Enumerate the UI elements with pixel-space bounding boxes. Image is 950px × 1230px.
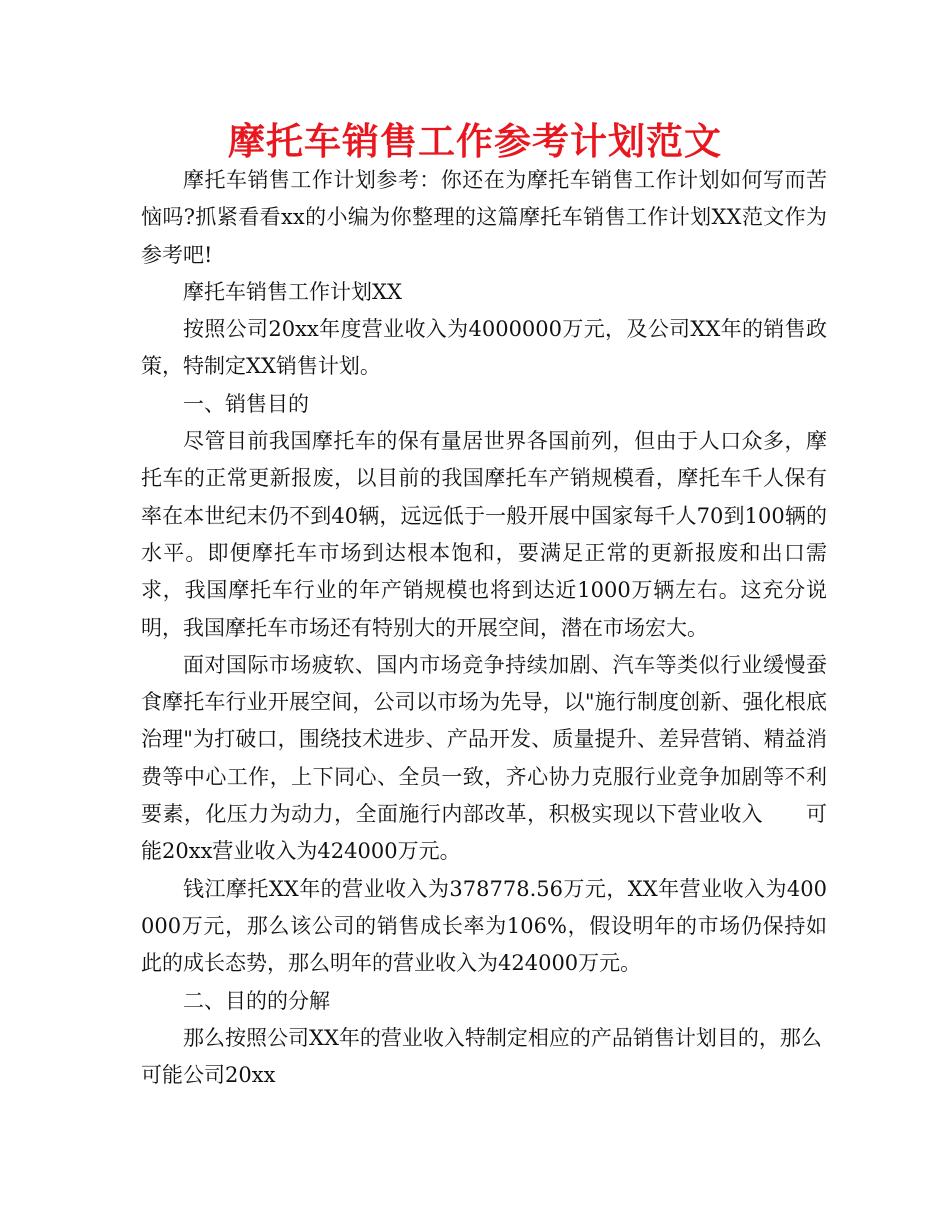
- section-heading-2: 二、目的的分解: [183, 988, 330, 1013]
- document-body: [141, 162, 827, 1094]
- breakdown-paragraph: 那么按照公司XX年的营业收入特制定相应的产品销售计划目的，那么可能公司20xx: [141, 1025, 822, 1088]
- intro-paragraph: 摩托车销售工作计划参考：你还在为摩托车销售工作计划如何写而苦恼吗?抓紧看看xx的小编为你整理的这篇摩托车销售工作计划XX范文作为参考吧!: [141, 168, 827, 267]
- revenue-paragraph: 按照公司20xx年度营业收入为4000000万元，及公司XX年的销售政策，特制定XX销售计划。: [141, 317, 827, 379]
- strategy-paragraph: 面对国际市场疲软、国内市场竞争持续加剧、汽车等类似行业缓慢蚕食摩托车行业开展空间，公司以市场为先导，以"施行制度创新、强化根底治理"为打破口，围绕技术进步、产品开发、质量提升、差异营销、精益消费等中心工作，上下同心、全员一致，齐心协力克服行业竞争加剧等不利要素，化压力为动力，全面施行内部改革，积极实现以下营业收入 可能20xx营业收入为424000万元。: [141, 652, 827, 864]
- section-subtitle: 摩托车销售工作计划XX: [183, 279, 402, 304]
- growth-paragraph: 钱江摩托XX年的营业收入为378778.56万元，XX年营业收入为400000万元，那么该公司的销售成长率为106%，假设明年的市场仍保持如此的成长态势，那么明年的营业收入为424000万元。: [141, 876, 827, 976]
- market-paragraph: 尽管目前我国摩托车的保有量居世界各国前列，但由于人口众多，摩托车的正常更新报废，以目前的我国摩托车产销规模看，摩托车千人保有率在本世纪末仍不到40辆，远远低于一般开展中国家每千人70到100辆的水平。即便摩托车市场到达根本饱和，要满足正常的更新报废和出口需求，我国摩托车行业的年产销规模也将到达近1000万辆左右。这充分说明，我国摩托车市场还有特别大的开展空间，潜在市场宏大。: [141, 429, 827, 640]
- section-heading-1: 一、销售目的: [183, 391, 309, 416]
- document-title: 摩托车销售工作参考计划范文: [228, 120, 722, 163]
